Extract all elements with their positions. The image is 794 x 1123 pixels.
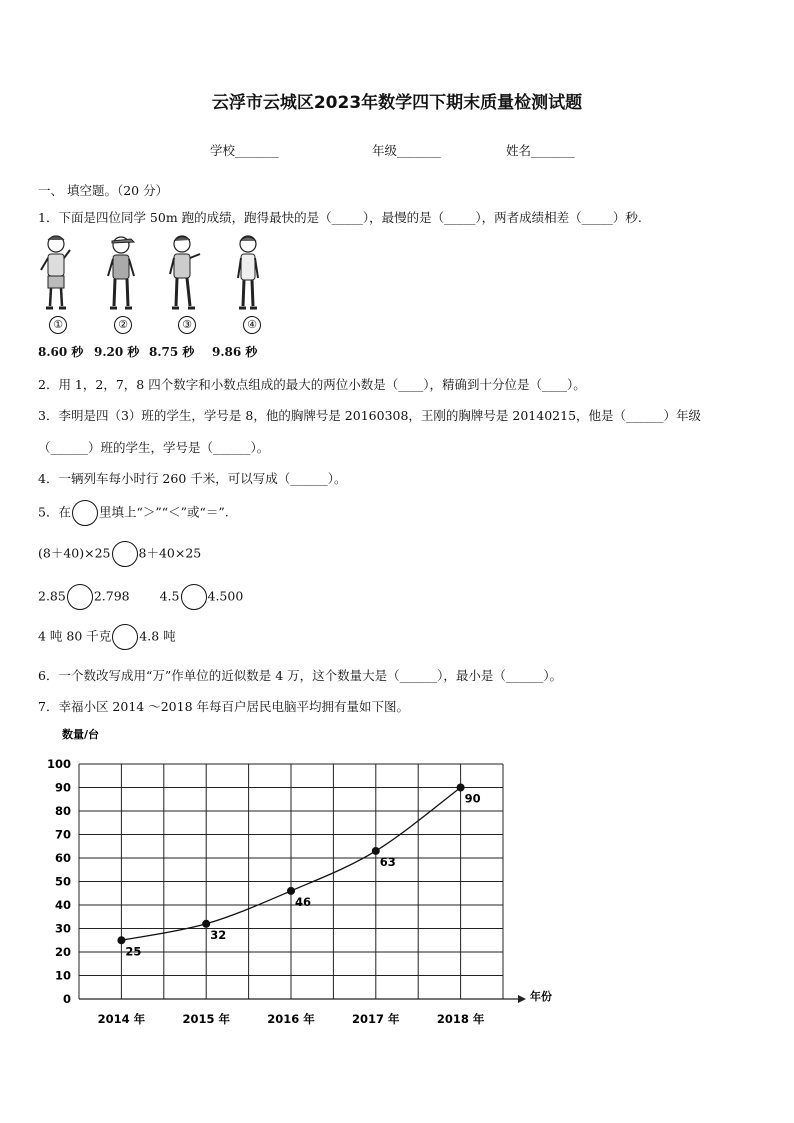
compare-1-circle[interactable] [112,541,138,567]
y-axis-label: 数量/台 [62,728,100,741]
y-tick-label: 0 [62,992,71,1006]
data-point [117,936,125,944]
data-point [202,920,210,928]
question-2: 2．用 1，2，7，8 四个数字和小数点组成的最大的两位小数是（____），精确到十分位是（____）。 [38,377,586,392]
compare-row-2 [38,584,243,610]
school-field: 学校_______ [210,143,279,158]
student-label-4: ④ [243,316,261,334]
x-tick-label: 2014 年 [97,1012,146,1026]
compare-4-left: 4 吨 80 千克 [38,628,112,644]
compare-2-circle[interactable] [67,584,93,610]
data-label: 90 [464,791,481,806]
question-7: 7．幸福小区 2014 ～2018 年每百户居民电脑平均拥有量如下图。 [38,699,409,714]
student-label-2: ② [114,316,132,334]
line-chart [0,720,794,1050]
x-tick-label: 2016 年 [267,1012,315,1026]
time-4: 9.86 秒 [212,345,258,359]
compare-2-left: 2.85 [38,588,66,604]
x-tick-label: 2015 年 [182,1012,230,1026]
compare-1-left: (8＋40)×25 [38,545,111,561]
name-field: 姓名_______ [506,143,575,158]
x-axis-arrow [518,995,526,1003]
x-axis-label: 年份 [530,990,552,1003]
y-tick-label: 70 [54,827,71,842]
data-point [287,887,295,895]
data-label: 46 [295,894,312,909]
y-tick-label: 60 [54,851,71,865]
data-point [457,784,465,792]
y-tick-label: 100 [46,757,71,771]
compare-row-1 [38,541,201,567]
student-4-figure [228,232,268,314]
time-3: 8.75 秒 [149,345,195,359]
data-label: 25 [125,944,142,959]
compare-circle-example [72,500,98,526]
compare-3-right: 4.500 [207,588,244,604]
student-label-1: ① [49,316,67,334]
question-3-line-1: 3．李明是四（3）班的学生，学号是 8，他的胸牌号是 20160308，王刚的胸牌号是 20140215，他是（______）年级 [38,408,702,423]
y-tick-label: 50 [54,874,71,889]
question-6: 6．一个数改写成用“万”作单位的近似数是 4 万，这个数量大是（______），最小是（______）。 [38,668,563,683]
data-point [372,847,380,855]
y-tick-label: 10 [54,968,71,983]
section-heading: 一、 填空题。（20 分） [38,183,169,198]
time-1: 8.60 秒 [38,345,84,359]
student-2-figure [101,232,141,314]
question-4: 4．一辆列车每小时行 260 千米，可以写成（______）。 [38,471,347,486]
compare-3-circle[interactable] [181,584,207,610]
question-5-prefix: 5．在 [38,504,71,520]
y-tick-label: 30 [54,921,71,936]
x-tick-label: 2018 年 [436,1012,485,1026]
data-label: 63 [379,854,396,869]
question-3-line-2: （______）班的学生，学号是（______）。 [38,440,270,455]
question-5-suffix: 里填上“＞”“＜”或“＝”. [98,504,229,520]
compare-row-3 [38,624,176,650]
student-1-figure [36,232,76,314]
question-5 [38,500,229,526]
y-tick-label: 20 [54,945,71,959]
student-3-figure [164,232,204,314]
compare-2-right: 2.798 [93,588,130,604]
x-tick-label: 2017 年 [352,1012,400,1026]
compare-4-right: 4.8 吨 [139,628,176,644]
compare-4-circle[interactable] [112,624,138,650]
y-tick-label: 80 [54,804,71,818]
page-title: 云浮市云城区2023年数学四下期末质量检测试题 [211,93,583,113]
compare-1-right: 8＋40×25 [138,545,202,561]
y-tick-label: 90 [54,780,71,795]
data-label: 32 [210,927,227,942]
grade-field: 年级_______ [372,143,441,158]
student-label-3: ③ [178,316,196,334]
compare-3-left: 4.5 [159,588,180,604]
y-tick-label: 40 [54,898,71,912]
question-1: 1．下面是四位同学 50m 跑的成绩，跑得最快的是（_____），最慢的是（_____），两者成绩相差（_____）秒. [38,210,642,225]
time-2: 9.20 秒 [94,345,140,359]
